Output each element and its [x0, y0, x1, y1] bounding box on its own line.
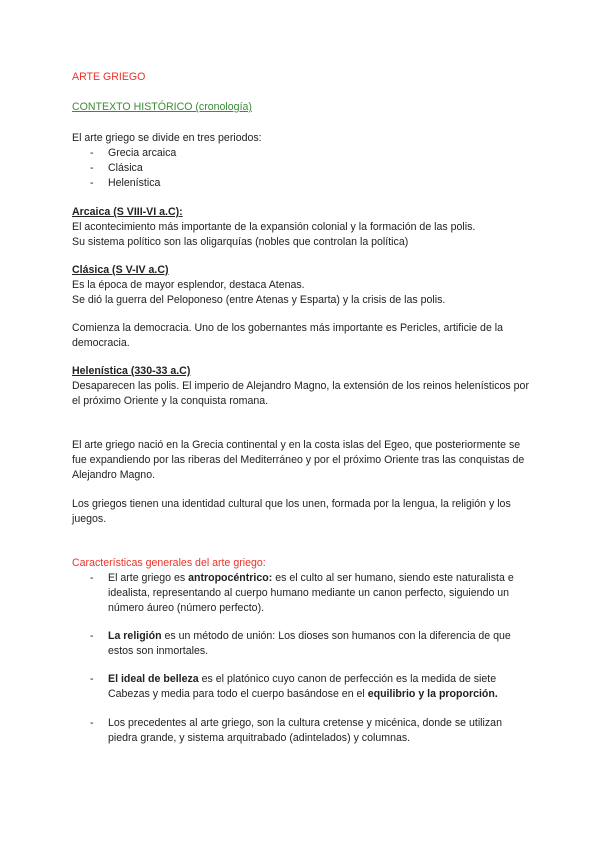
item-bold: La religión — [108, 630, 162, 642]
list-item — [90, 146, 530, 161]
item-text: Los precedentes al arte griego, son la cultura cretense y micénica, donde se utilizan piedra grande, y sistema arquitrabado (adintelados) y columnas. — [108, 717, 502, 744]
document-title: ARTE GRIEGO — [72, 71, 146, 83]
context-heading-wrap — [72, 100, 532, 115]
arcaica-section — [72, 205, 532, 250]
item-bold: El ideal de belleza — [108, 673, 199, 685]
dash-bullet: - — [90, 572, 94, 584]
list-item — [90, 716, 530, 746]
dash-bullet: - — [90, 177, 94, 189]
paragraph-origin: El arte griego nació en la Grecia continental y en la costa islas del Egeo, que posteriormente se fue expandiendo por las riberas del Mediterráneo y por el próximo Oriente tras las conquistas de Alejandro Magno. — [72, 439, 525, 481]
paragraph-identity: Los griegos tienen una identidad cultural que los unen, formada por la lengua, la religión y los juegos. — [72, 498, 511, 525]
clasica-line3: Comienza la democracia. Uno de los gobernantes más importante es Pericles, artificie de la democracia. — [72, 322, 504, 349]
item-text: es el culto al ser humano, siendo este naturalista e idealista, representando al cuerpo humano mediante un canon perfecto, siguiendo un número áureo (número perfecto). — [108, 572, 514, 614]
characteristics-heading: Características generales del arte griego: — [72, 557, 266, 569]
item-text: es un método de unión: Los dioses son humanos con la diferencia de que estos son inmortales. — [108, 630, 511, 657]
item-text: El arte griego es — [108, 572, 189, 584]
dash-bullet: - — [90, 673, 94, 685]
list-item — [90, 629, 530, 659]
item-text: es el platónico cuyo canon de perfección es la medida de siete Cabezas y media para todo el cuerpo basándose en el — [108, 673, 497, 700]
clasica-section — [72, 263, 532, 308]
clasica-line2: Se dió la guerra del Peloponeso (entre Atenas y Esparta) y la crisis de las polis. — [72, 294, 446, 306]
list-item — [90, 176, 530, 191]
arcaica-heading: Arcaica (S VIII-VI a.C): — [72, 206, 183, 218]
item-bold: equilibrio y la proporción. — [367, 688, 498, 700]
clasica-heading: Clásica (S V-IV a.C) — [72, 264, 169, 276]
characteristics-list-2 — [90, 629, 530, 659]
dash-bullet: - — [90, 630, 94, 642]
characteristics-list-4 — [90, 716, 530, 746]
context-heading: CONTEXTO HISTÓRICO (cronología) — [72, 101, 252, 113]
helenistica-line1: Desaparecen las polis. El imperio de Alejandro Magno, la extensión de los reinos helenísticos por el próximo Oriente y la conquista romana. — [72, 380, 529, 407]
dash-bullet: - — [90, 147, 94, 159]
arcaica-line1: El acontecimiento más importante de la expansión colonial y la formación de las polis. — [72, 221, 476, 233]
helenistica-heading: Helenística (330-33 a.C) — [72, 365, 191, 377]
intro-text: El arte griego se divide en tres periodos: — [72, 132, 262, 144]
period-text: Helenística — [108, 177, 161, 189]
item-bold: antropocéntrico: — [188, 572, 273, 584]
dash-bullet: - — [90, 717, 94, 729]
clasica-line1: Es la época de mayor esplendor, destaca Atenas. — [72, 279, 305, 291]
list-item — [90, 571, 530, 616]
arcaica-line2: Su sistema político son las oligarquías (nobles que controlan la política) — [72, 236, 409, 248]
characteristics-list-3 — [90, 672, 530, 702]
list-item — [90, 672, 530, 702]
list-item — [90, 161, 530, 176]
period-text: Grecia arcaica — [108, 147, 177, 159]
period-text: Clásica — [108, 162, 143, 174]
periods-list — [90, 146, 530, 191]
dash-bullet: - — [90, 162, 94, 174]
helenistica-section — [72, 364, 532, 409]
characteristics-list — [90, 571, 530, 616]
